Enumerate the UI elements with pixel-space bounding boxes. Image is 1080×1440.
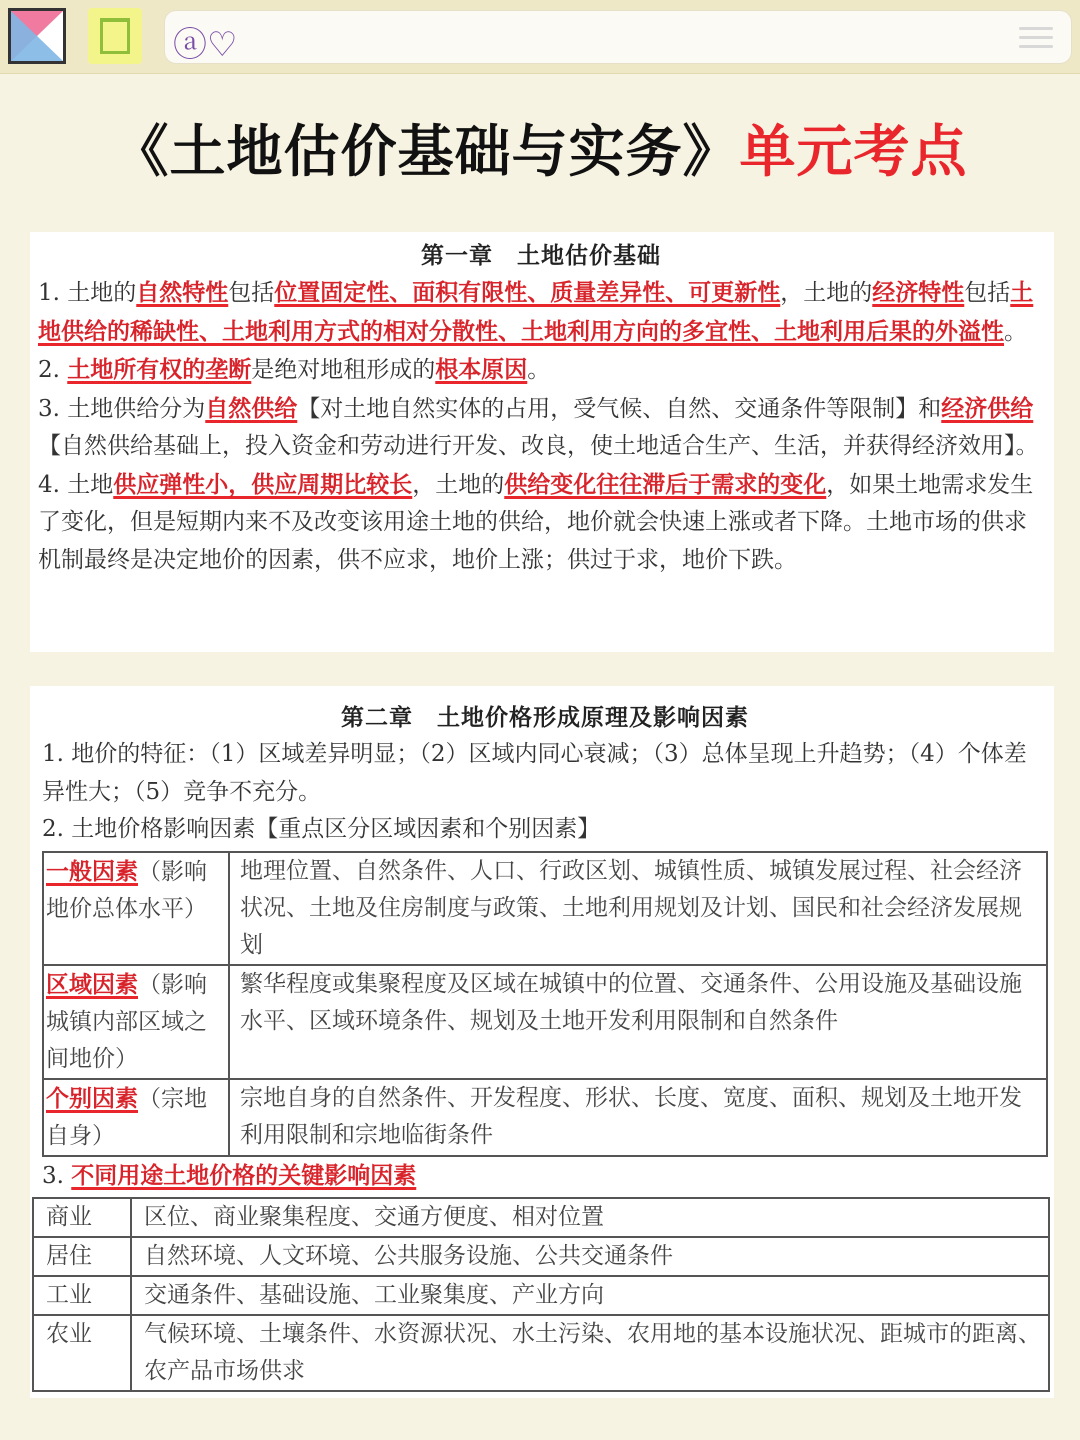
highlight-term: 根本原因 (435, 356, 528, 383)
text-segment: 是绝对地租形成的 (251, 357, 436, 383)
use-content: 交通条件、基础设施、工业聚集度、产业方向 (131, 1276, 1049, 1315)
factor-note: （影响城镇内部区域之间地价） (46, 971, 207, 1072)
use-name: 农业 (33, 1315, 131, 1391)
menu-icon[interactable] (1019, 27, 1053, 49)
uses-table (32, 1197, 1050, 1392)
chapter2-item3 (42, 1157, 1048, 1196)
text-segment: 【自然供给基础上，投入资金和劳动进行开发、改良，使土地适合生产、生活，并获得经济效用】。 (38, 433, 1039, 459)
factor-name: 个别因素 (46, 1084, 138, 1112)
document-icon[interactable] (88, 8, 142, 64)
use-content: 自然环境、人文环境、公共服务设施、公共交通条件 (131, 1237, 1049, 1276)
factor-row (43, 852, 1047, 965)
factor-row (43, 1079, 1047, 1156)
text-segment: 包括 (228, 280, 275, 306)
use-row (33, 1315, 1049, 1391)
factor-note: （影响地价总体水平） (46, 858, 207, 922)
text-segment: 2. (38, 357, 68, 383)
chapter1-item (38, 390, 1044, 466)
highlight-term: 土地所有权的垄断 (67, 356, 252, 383)
search-bar[interactable] (164, 10, 1072, 64)
text-segment: ，如果土地需求发生了变化，但是短期内来不及改变该用途土地的供给，地价就会快速上涨或者下降。土地市场的供求机制最终是决定地价的因素，供不应求，地价上涨；供过于求，地价下跌。 (38, 471, 1034, 573)
text-segment: 1. 土地的 (38, 280, 137, 306)
chapter1-body (38, 274, 1044, 579)
highlight-term: 位置固定性、面积有限性、质量差异性、可更新性 (274, 279, 781, 306)
chapter2-card (30, 686, 1054, 1398)
highlight-term: 经济供给 (941, 394, 1034, 422)
use-row (33, 1276, 1049, 1315)
top-toolbar (0, 0, 1080, 74)
factor-name: 区域因素 (46, 970, 138, 998)
item3-highlight: 不同用途土地价格的关键影响因素 (71, 1161, 417, 1189)
text-segment: 4. 土地 (38, 471, 114, 498)
text-segment: 包括 (964, 280, 1011, 306)
use-content: 气候环境、土壤条件、水资源状况、水土污染、农用地的基本设施状况、距城市的距离、农产品市场供求 (131, 1315, 1049, 1391)
factor-content: 宗地自身的自然条件、开发程度、形状、长度、宽度、面积、规划及土地开发利用限制和宗地临街条件 (229, 1079, 1047, 1156)
title-main: 《土地估价基础与实务》 (112, 120, 740, 185)
text-segment: ，土地的 (780, 280, 873, 306)
text-segment: ，土地的 (412, 471, 505, 498)
factor-label-cell (43, 965, 229, 1079)
chapter2-heading: 第二章 土地价格形成原理及影响因素 (341, 705, 749, 731)
text-segment: 3. 土地供给分为 (38, 395, 206, 422)
chapter2-item1: 1. 地价的特征：（1）区域差异明显；（2）区域内同心衰减；（3）总体呈现上升趋势；（4）个体差异性大；（5）竞争不充分。 (42, 741, 1027, 805)
chapter1-item (38, 274, 1044, 351)
text-segment: 。 (1004, 318, 1027, 345)
highlight-term: 土地供给的稀缺性、土地利用方式的相对分散性、土地利用方向的多宜性、土地利用后果的外溢性 (38, 279, 1034, 345)
image-thumbnail-icon[interactable] (8, 8, 66, 64)
highlight-term: 供应弹性小，供应周期比较长 (113, 470, 413, 498)
text-segment: 。 (527, 357, 551, 383)
chapter1-item (38, 466, 1044, 580)
highlight-term: 供给变化往往滞后于需求的变化 (504, 470, 827, 498)
chapter1-card (30, 232, 1054, 652)
use-row (33, 1237, 1049, 1276)
chapter2-item2: 2. 土地价格影响因素【重点区分区域因素和个别因素】 (42, 816, 601, 842)
title-highlight: 单元考点 (739, 120, 968, 185)
highlight-term: 自然供给 (205, 394, 298, 422)
factor-row (43, 965, 1047, 1079)
factor-label-cell (43, 1079, 229, 1156)
use-row (33, 1198, 1049, 1237)
factor-note: （宗地自身） (46, 1085, 207, 1149)
text-segment: 【对土地自然实体的占用，受气候、自然、交通条件等限制】和 (297, 395, 942, 422)
use-name: 工业 (33, 1276, 131, 1315)
page-title (0, 108, 1080, 188)
chapter1-heading: 第一章 土地估价基础 (421, 243, 661, 269)
item3-prefix: 3. (42, 1162, 72, 1189)
factor-content: 繁华程度或集聚程度及区域在城镇中的位置、交通条件、公用设施及基础设施水平、区域环境条件、规划及土地开发利用限制和自然条件 (229, 965, 1047, 1079)
chapter1-item (38, 351, 1044, 390)
use-name: 居住 (33, 1237, 131, 1276)
factor-name: 一般因素 (46, 857, 138, 885)
factor-label-cell (43, 852, 229, 965)
factor-content: 地理位置、自然条件、人口、行政区划、城镇性质、城镇发展过程、社会经济状况、土地及住房制度与政策、土地利用规划及计划、国民和社会经济发展规划 (229, 852, 1047, 965)
highlight-term: 经济特性 (872, 279, 965, 306)
factors-table (42, 851, 1048, 1157)
highlight-term: 自然特性 (136, 279, 229, 306)
use-content: 区位、商业聚集程度、交通方便度、相对位置 (131, 1198, 1049, 1237)
use-name: 商业 (33, 1198, 131, 1237)
doodle-heart-icon: ⓐ♡ (173, 25, 238, 65)
